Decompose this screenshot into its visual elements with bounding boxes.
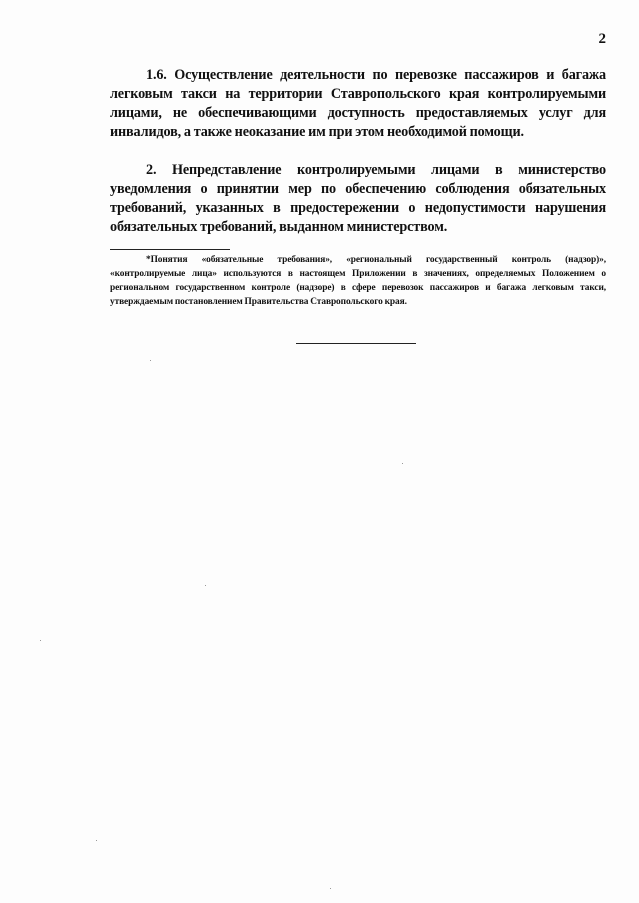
document-body [110, 66, 606, 309]
scan-speck [330, 888, 331, 889]
scan-speck [150, 360, 151, 361]
scan-speck [402, 463, 403, 464]
paragraph-2: 2. Непредставление контролируемыми лицами в министерство уведомления о принятии мер по обеспечению соблюдения обязательных требований, указанных в предостережении о недопустимости нарушения обязательных требований, выданном министерством. [110, 162, 606, 235]
footnote: *Понятия «обязательные требования», «региональный государственный контроль (надзор)», «контролируемые лица» используются в настоящем Приложении в значениях, определяемых Положением о региональном государственном контроле (надзоре) в сфере перевозок пассажиров и багажа легковым такси, утверждаемым постановлением Правительства Ставропольского края. [110, 255, 606, 307]
scan-speck [205, 585, 206, 586]
paragraph-1-6: 1.6. Осуществление деятельности по перевозке пассажиров и багажа легковым такси на территории Ставропольского края контролируемыми лицами, не обеспечивающими доступность предоставляемых услуг для инвалидов, а также неоказание им при этом необходимой помощи. [110, 67, 606, 140]
end-of-document-line [296, 343, 416, 344]
scan-speck [40, 640, 41, 641]
footnote-separator [110, 249, 230, 250]
scan-speck [96, 840, 97, 841]
page-number: 2 [598, 31, 606, 47]
